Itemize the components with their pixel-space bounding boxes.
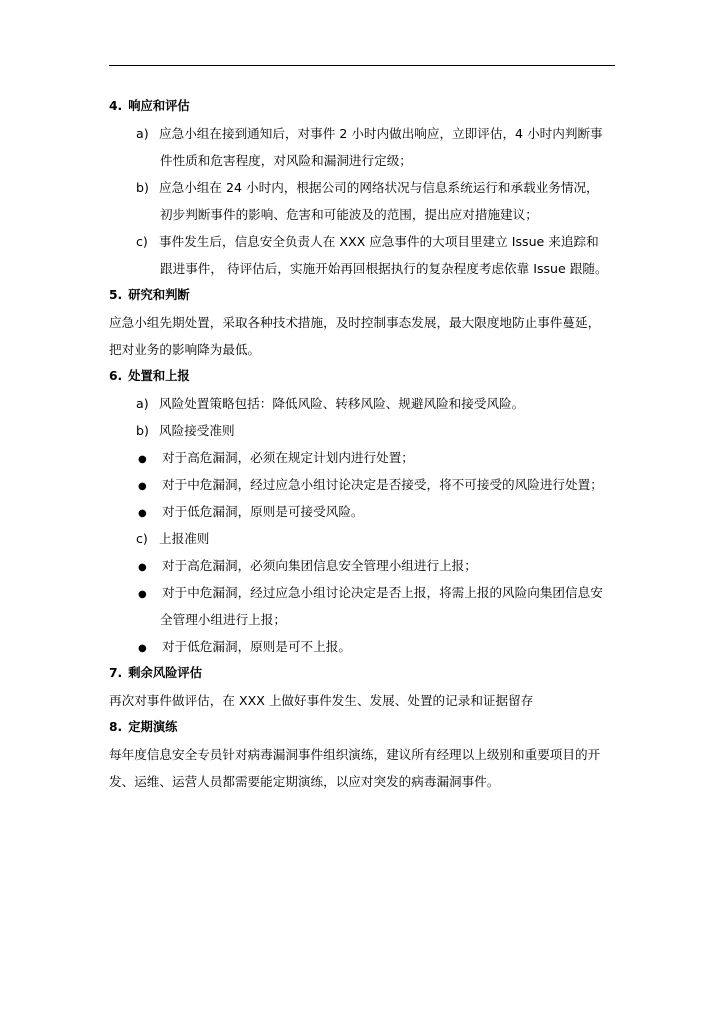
bullet-item-6b3: ● 对于低危漏洞，原则是可接受风险。 bbox=[109, 498, 617, 525]
list-item-4a: a) 应急小组在接到通知后，对事件 2 小时内做出响应，立即评估，4 小时内判断事 bbox=[136, 126, 603, 141]
list-item-6b: b) 风险接受准则 bbox=[136, 423, 235, 438]
list-item-6c: c) 上报准则 bbox=[136, 531, 210, 546]
bullet-icon: ● bbox=[138, 589, 147, 600]
list-item-4a-cont: 件性质和危害程度，对风险和漏洞进行定级； bbox=[160, 153, 412, 168]
paragraph-8-line2: 发、运维、运营人员都需要能定期演练，以应对突发的病毒漏洞事件。 bbox=[109, 774, 500, 789]
bullet-icon: ● bbox=[138, 562, 147, 573]
bullet-icon: ● bbox=[138, 481, 147, 492]
bullet-item-6c2-cont: 全管理小组进行上报； bbox=[160, 612, 286, 627]
bullet-icon: ● bbox=[138, 508, 147, 519]
bullet-icon: ● bbox=[138, 454, 147, 465]
bullet-item-6b1: ● 对于高危漏洞，必须在规定计划内进行处置； bbox=[109, 444, 617, 471]
section-heading-6: 6. 处置和上报 bbox=[109, 369, 190, 383]
list-item-4b-cont: 初步判断事件的影响、危害和可能波及的范围，提出应对措施建议； bbox=[160, 207, 538, 222]
list-item-4b: b) 应急小组在 24 小时内，根据公司的网络状况与信息系统运行和承载业务情况， bbox=[136, 180, 599, 195]
section-heading-7: 7. 剩余风险评估 bbox=[109, 666, 203, 680]
section-heading-4: 4. 响应和评估 bbox=[109, 99, 190, 113]
bullet-item-6b2: ● 对于中危漏洞，经过应急小组讨论决定是否接受，将不可接受的风险进行处置； bbox=[109, 471, 617, 498]
bullet-item-6c1: ● 对于高危漏洞，必须向集团信息安全管理小组进行上报； bbox=[109, 552, 617, 579]
bullet-item-6c3: ● 对于低危漏洞，原则是可不上报。 bbox=[109, 633, 617, 660]
bullet-item-6c2: ● 对于中危漏洞，经过应急小组讨论决定是否上报，将需上报的风险向集团信息安 bbox=[109, 579, 617, 606]
list-item-6a: a) 风险处置策略包括：降低风险、转移风险、规避风险和接受风险。 bbox=[136, 396, 525, 411]
paragraph-5-line1: 应急小组先期处置，采取各种技术措施，及时控制事态发展，最大限度地防止事件蔓延， bbox=[109, 315, 601, 330]
header-rule bbox=[109, 65, 615, 66]
paragraph-8-line1: 每年度信息安全专员针对病毒漏洞事件组织演练，建议所有经理以上级别和重要项目的开 bbox=[109, 747, 601, 762]
bullet-icon: ● bbox=[138, 643, 147, 654]
list-item-4c-cont: 跟进事件， 待评估后，实施开始再回根据执行的复杂程度考虑依靠 Issue 跟随。 bbox=[160, 261, 608, 276]
paragraph-5-line2: 把对业务的影响降为最低。 bbox=[109, 342, 261, 357]
list-item-4c: c) 事件发生后，信息安全负责人在 XXX 应急事件的大项目里建立 Issue 来追踪和 bbox=[136, 234, 599, 249]
section-heading-5: 5. 研究和判断 bbox=[109, 288, 190, 302]
section-heading-8: 8. 定期演练 bbox=[109, 720, 178, 734]
paragraph-7-line1: 再次对事件做评估，在 XXX 上做好事件发生、发展、处置的记录和证据留存 bbox=[109, 693, 534, 708]
document-body bbox=[109, 93, 617, 795]
